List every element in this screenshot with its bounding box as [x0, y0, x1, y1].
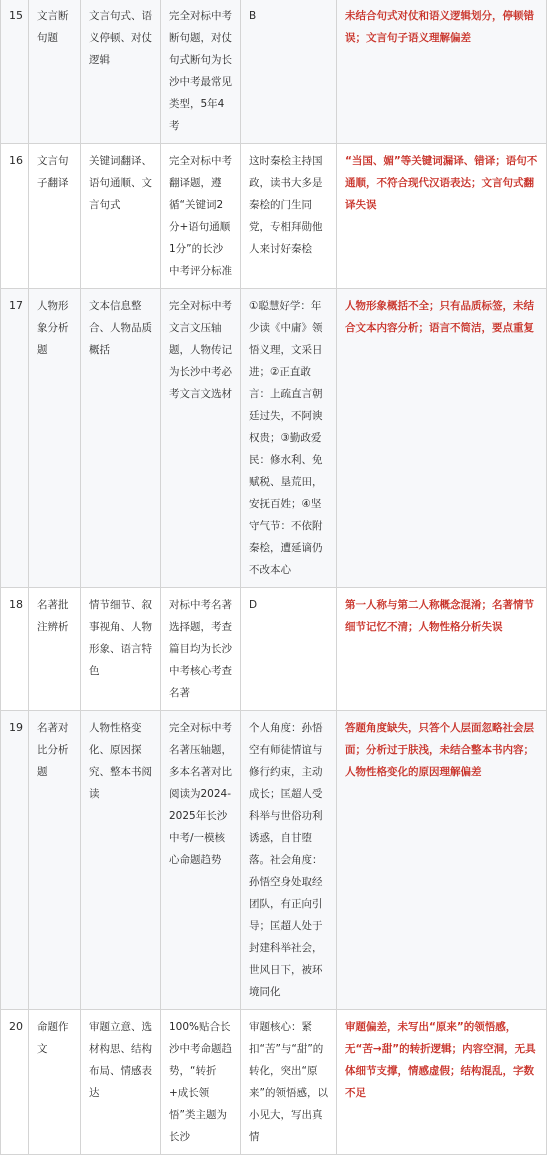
exam-match: 100%贴合长沙中考命题趋势，“转折+成长领悟”类主题为长沙	[161, 1010, 241, 1155]
question-number: 18	[1, 588, 29, 711]
question-number: 20	[1, 1010, 29, 1155]
exam-match: 完全对标中考断句题，对仗句式断句为长沙中考最常见类型，5年4考	[161, 0, 241, 144]
question-type: 名著批注辨析	[29, 588, 81, 711]
table-row	[1, 711, 547, 1010]
common-errors: “当国、媚”等关键词漏译、错译；语句不通顺，不符合现代汉语表达；文言句式翻译失误	[337, 144, 547, 289]
question-type: 名著对比分析题	[29, 711, 81, 1010]
answer-cell: B	[241, 0, 337, 144]
question-number: 19	[1, 711, 29, 1010]
common-errors: 审题偏差，未写出“原来”的领悟感，无“苦→甜”的转折逻辑；内容空洞，无具体细节支撑，情感虚假；结构混乱，字数不足	[337, 1010, 547, 1155]
exam-match: 完全对标中考名著压轴题，多本名著对比阅读为2024-2025年长沙中考/一模核心命题趋势	[161, 711, 241, 1010]
knowledge-points: 情节细节、叙事视角、人物形象、语言特色	[81, 588, 161, 711]
answer-cell: 个人角度：孙悟空有师徒情谊与修行约束，主动成长；匡超人受科举与世俗功利诱惑，自甘堕落。社会角度：孙悟空身处取经团队，有正向引导；匡超人处于封建科举社会，世风日下，被环境同化	[241, 711, 337, 1010]
knowledge-points: 文言句式、语义停顿、对仗逻辑	[81, 0, 161, 144]
table-row	[1, 0, 547, 144]
table-row	[1, 289, 547, 588]
answer-cell: D	[241, 588, 337, 711]
common-errors: 人物形象概括不全；只有品质标签，未结合文本内容分析；语言不简洁，要点重复	[337, 289, 547, 588]
question-number: 15	[1, 0, 29, 144]
question-number: 16	[1, 144, 29, 289]
common-errors: 第一人称与第二人称概念混淆；名著情节细节记忆不清；人物性格分析失误	[337, 588, 547, 711]
answer-cell: 审题核心：紧扣“苦”与“甜”的转化，突出“原来”的领悟感，以小见大，写出真情	[241, 1010, 337, 1155]
exam-match: 完全对标中考翻译题，遵循“关键词2分+语句通顺1分”的长沙中考评分标准	[161, 144, 241, 289]
answer-cell: ①聪慧好学：年少读《中庸》领悟义理，文采日进；②正直敢言：上疏直言朝廷过失，不阿谀权贵；③勤政爱民：修水利、免赋税、垦荒田，安抚百姓；④坚守气节：不依附秦桧，遭延谪仍不改本心	[241, 289, 337, 588]
exam-match: 完全对标中考文言文压轴题，人物传记为长沙中考必考文言文选材	[161, 289, 241, 588]
exam-match: 对标中考名著选择题，考查篇目均为长沙中考核心考查名著	[161, 588, 241, 711]
knowledge-points: 审题立意、选材构思、结构布局、情感表达	[81, 1010, 161, 1155]
question-type: 人物形象分析题	[29, 289, 81, 588]
question-type: 文言断句题	[29, 0, 81, 144]
knowledge-points: 人物性格变化、原因探究、整本书阅读	[81, 711, 161, 1010]
table-row	[1, 144, 547, 289]
answer-cell: 这时秦桧主持国政，读书大多是秦桧的门生同党，专相拜勋他人来讨好秦桧	[241, 144, 337, 289]
common-errors: 答题角度缺失，只答个人层面忽略社会层面；分析过于肤浅，未结合整本书内容；人物性格变化的原因理解偏差	[337, 711, 547, 1010]
table-row	[1, 588, 547, 711]
question-type: 文言句子翻译	[29, 144, 81, 289]
question-number: 17	[1, 289, 29, 588]
knowledge-points: 文本信息整合、人物品质概括	[81, 289, 161, 588]
table-row	[1, 1010, 547, 1155]
common-errors: 未结合句式对仗和语义逻辑划分，停顿错误；文言句子语义理解偏差	[337, 0, 547, 144]
knowledge-points: 关键词翻译、语句通顺、文言句式	[81, 144, 161, 289]
question-type: 命题作文	[29, 1010, 81, 1155]
